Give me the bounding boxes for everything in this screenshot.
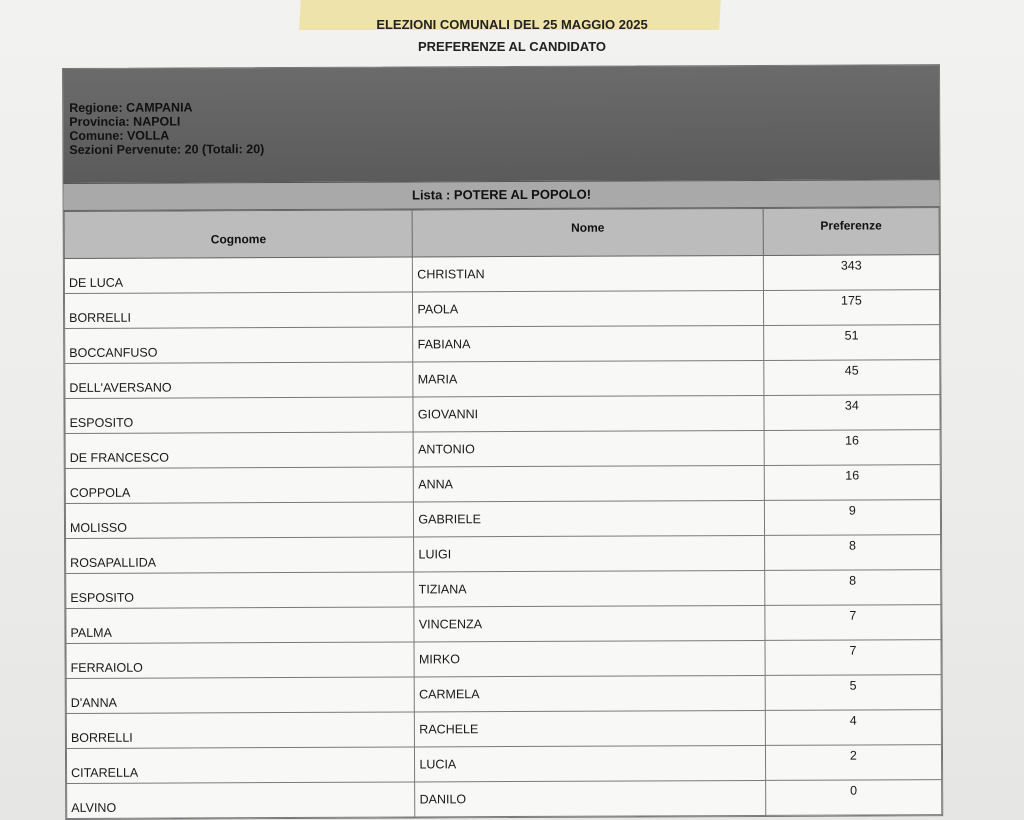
- cell-preferenze: 0: [765, 780, 941, 816]
- table-row: [67, 780, 942, 819]
- cell-cognome: FERRAIOLO: [66, 642, 415, 679]
- cell-nome: TIZIANA: [414, 570, 765, 607]
- column-header-nome: Nome: [413, 208, 764, 257]
- cell-cognome: ESPOSITO: [66, 572, 415, 609]
- cell-preferenze: 7: [765, 605, 941, 641]
- info-comune: Comune: VOLLA: [69, 128, 170, 143]
- preferences-table: [64, 207, 943, 819]
- cell-nome: ANTONIO: [413, 430, 764, 467]
- table-row: [65, 325, 940, 364]
- table-row: [66, 675, 941, 714]
- cell-cognome: ROSAPALLIDA: [66, 537, 415, 574]
- cell-cognome: BOCCANFUSO: [65, 327, 414, 364]
- cell-nome: MIRKO: [414, 640, 765, 677]
- cell-preferenze: 8: [764, 535, 940, 571]
- cell-nome: FABIANA: [413, 325, 764, 362]
- table-header-row: [64, 208, 939, 259]
- table-row: [66, 640, 941, 679]
- cell-preferenze: 9: [764, 500, 940, 536]
- cell-preferenze: 2: [765, 745, 941, 781]
- table-row: [64, 290, 939, 329]
- document-title: ELEZIONI COMUNALI DEL 25 MAGGIO 2025: [376, 17, 648, 32]
- cell-cognome: CITARELLA: [66, 747, 415, 784]
- cell-cognome: BORRELLI: [64, 292, 413, 329]
- table-row: [66, 535, 941, 574]
- table-row: [64, 255, 939, 294]
- table-row: [65, 465, 940, 504]
- table-body: [64, 255, 941, 819]
- cell-nome: GABRIELE: [414, 500, 765, 537]
- cell-preferenze: 45: [764, 360, 940, 396]
- cell-preferenze: 34: [764, 395, 940, 431]
- cell-nome: PAOLA: [413, 290, 764, 327]
- table-row: [66, 570, 941, 609]
- cell-preferenze: 7: [765, 640, 941, 676]
- cell-cognome: ESPOSITO: [65, 397, 414, 434]
- cell-cognome: ALVINO: [67, 782, 416, 819]
- column-header-cognome: Cognome: [64, 210, 413, 259]
- cell-nome: VINCENZA: [414, 605, 765, 642]
- cell-preferenze: 16: [764, 465, 940, 501]
- cell-nome: GIOVANNI: [413, 395, 764, 432]
- cell-nome: LUCIA: [415, 745, 766, 782]
- cell-cognome: PALMA: [66, 607, 415, 644]
- column-header-preferenze: Preferenze: [763, 208, 939, 256]
- cell-nome: ANNA: [414, 465, 765, 502]
- cell-preferenze: 4: [765, 710, 941, 746]
- table-row: [65, 395, 940, 434]
- cell-preferenze: 16: [764, 430, 940, 466]
- cell-nome: CARMELA: [415, 675, 766, 712]
- table-row: [65, 500, 940, 539]
- cell-cognome: MOLISSO: [65, 502, 414, 539]
- info-regione: Regione: CAMPANIA: [69, 100, 193, 115]
- cell-nome: CHRISTIAN: [413, 255, 764, 292]
- table-row: [65, 360, 940, 399]
- cell-nome: LUIGI: [414, 535, 765, 572]
- table-row: [66, 605, 941, 644]
- list-title: Lista : POTERE AL POPOLO!: [64, 179, 940, 211]
- info-provincia: Provincia: NAPOLI: [69, 114, 181, 129]
- cell-preferenze: 51: [763, 325, 939, 361]
- cell-preferenze: 5: [765, 675, 941, 711]
- cell-cognome: BORRELLI: [66, 712, 415, 749]
- cell-cognome: DE FRANCESCO: [65, 432, 414, 469]
- cell-cognome: COPPOLA: [65, 467, 414, 504]
- cell-nome: DANILO: [415, 780, 766, 817]
- cell-nome: MARIA: [413, 360, 764, 397]
- info-sezioni: Sezioni Pervenute: 20 (Totali: 20): [69, 142, 265, 157]
- cell-preferenze: 8: [764, 570, 940, 606]
- info-panel: [63, 65, 939, 183]
- document-subtitle: PREFERENZE AL CANDIDATO: [417, 39, 607, 54]
- table-row: [66, 710, 941, 749]
- cell-cognome: DE LUCA: [64, 257, 413, 294]
- cell-preferenze: 343: [763, 255, 939, 291]
- cell-cognome: DELL'AVERSANO: [65, 362, 414, 399]
- table-row: [65, 430, 940, 469]
- cell-nome: RACHELE: [415, 710, 766, 747]
- cell-cognome: D'ANNA: [66, 677, 415, 714]
- table-row: [66, 745, 941, 784]
- document-header: [0, 14, 1024, 58]
- results-report: [62, 64, 943, 820]
- cell-preferenze: 175: [763, 290, 939, 326]
